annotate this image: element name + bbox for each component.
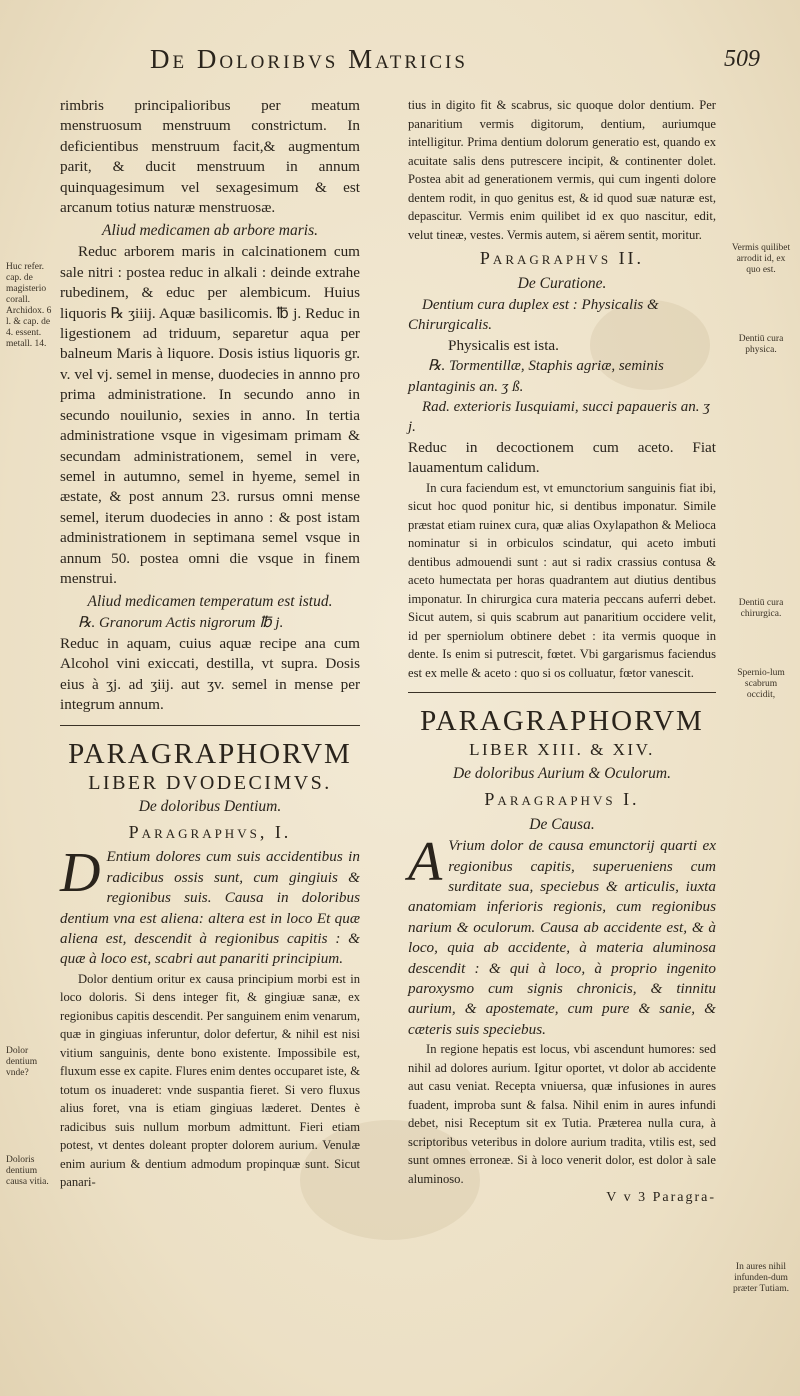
recipe-rx-1: ℞. Tormentillæ, Staphis agriæ, seminis plantaginis an. ʒ ß.: [408, 358, 664, 395]
right-paragraph-1: tius in digito fit & scabrus, sic quoque dolor dentium. Per panaritium vermis digitorum, dentium, auriumque intelligitur. Prima dentium dolorum generatio est, quando ex acuitate salis dens putrescere incipit, & continenter dolet. Postea abit ad generationem vermis, qui cum ingenti dolore dentem rodit, in quo genitus est, & id quod suæ naturæ est, depascitur. Vermis enim quilibet id ex quo nascitur, edit, velut tineæ, vestes. Vermis autem, si aërem sentit, moritur.: [408, 98, 716, 242]
recipe-2-text: Reduc in aquam, cuius aquæ recipe ana cum Alcohol vini exiccati, destilla, vt supra. Dosis eius à ʒj. ad ʒiij. aut ʒv. semel in mense per integrum annum.: [60, 634, 360, 713]
opener-text: Entium dolores cum suis accidentibus in radicibus ossis sunt, cum gingiuis & regionibus suis. Causa in doloribus dentium vna est aliena: altera est in loco Et quæ aliena est, descendit à regionibus capitis : & quæ à loco est, scabri aut panariti principium.: [60, 848, 360, 968]
margin-note: In aures nihil infunden-dum præter Tutiam.: [733, 1262, 789, 1294]
paragraph-heading: Paragraphvs I.: [484, 789, 640, 810]
chapter-opener: [60, 842, 360, 969]
book-title: PARAGRAPHORVM: [420, 705, 704, 738]
margin-note: Vermis quilibet arrodit id, ex quo est.: [731, 243, 791, 275]
recipe-2-title: Aliud medicamen temperatum est istud.: [87, 593, 333, 611]
signature-catchword: V v 3 Paragra-: [606, 1190, 716, 1206]
margin-note: Dolor dentium vnde?: [6, 1046, 38, 1078]
book-topic: De doloribus Aurium & Oculorum.: [452, 765, 671, 783]
running-title: De Doloribvs Matricis: [150, 44, 468, 74]
section-subtitle: De Causa.: [529, 816, 595, 834]
right-column: [408, 96, 716, 1206]
margin-note: Spernio-lum scabrum occidit,: [737, 668, 785, 700]
right-paragraph-3: Reduc in decoctionem cum aceto. Fiat lauamentum calidum.: [408, 438, 716, 477]
left-column: [60, 96, 360, 1192]
recipe-rx-2: Rad. exterioris Iusquiami, succi papaueris an. ʒ j.: [408, 399, 710, 436]
left-paragraph-2: Dolor dentium oritur ex causa principium morbi est in loco doloris. Si dens integer fit, & gingiuæ sanæ, ex regionibus capitis descendit. Per sanguinem enim venarum, quæ in gingiuas inferuntur, dolor defertur, & nihil est nisi vitium sanguinis, dente bono existente. Impossibile est, fluxum esse ex capite. Flures enim dentes occuparet iste, & totum os inuaderet: vnde suspantia fieret. Si vero fluxus alius foret, vna is etiam gingiuas læderet. Dentes è radicibus suis nullum morbum admittunt. Fieri etiam potest, vt dentes doleant propter dolorem aurium. Venulæ enim aurium & dentium admodum propinquæ sunt. Sicut panari-: [60, 971, 360, 1190]
margin-note: Dentiū cura chirurgica.: [738, 598, 784, 619]
drop-cap: A: [408, 831, 443, 894]
right-paragraph-5: In regione hepatis est locus, vbi ascendunt humores: sed nihil ad dolores aurium. Igitur oportet, vt dolor ab accidente aut casu veniat. Recepta vniuersa, quæ infusiones in aures fuadent, improba sunt & falsa. Nihil enim in aures infundi debet, nisi Receptum sit ex Tutia. Præterea nulla cura, à scriptoribus veteribus in dolore aurium tradita, vtilis est, sed sunt omnes erroneæ. Si à loco venerit dolor, est dolor à sale aluminoso.: [408, 1042, 716, 1186]
section-rule: [408, 692, 716, 693]
margin-note: Doloris dentium causa vitia.: [6, 1155, 49, 1187]
recipe-1-title: Aliud medicamen ab arbore maris.: [102, 222, 318, 240]
left-paragraph-1: rimbris principalioribus per meatum menstruosum menstruum constrictum. In deficientibus menstruum facit,& augmentum parit, & ducit menstruum in annum quinquagesimum vel sexagesimum & est arcanum totius naturæ menstruosæ.: [60, 97, 360, 217]
paragraph-heading: Paragraphvs II.: [479, 248, 645, 268]
book-title: PARAGRAPHORVM: [68, 738, 352, 771]
paragraph-heading: Paragraphvs, I.: [128, 822, 292, 843]
cure-intro: Dentium cura duplex est : Physicalis & Chirurgicalis.: [408, 297, 659, 334]
right-paragraph-4: In cura faciendum est, vt emunctorium sanguinis fiat ibi, sicut hoc quod ponitur hic, si dentibus imponatur. Simile præstat etiam ruinex cura, quæ alias Oxylapathon & Melioca nominatur si in orbiculos scindatur, qui aceto imbuti dentibus admouendi sunt : aut si radix crassius contusa & aceto humectata per horas quadrantem aut diutius dentibus imponatur. In chirurgica cura materia peccans auferri debet. Sicut autem, si quis scabrum aut panaritium occidere velit, id per sperniolum obtinere debet : ita vermis quoque in dente. Is enim si putrescit, fœtet. Vbi gargarismus faciendus est ex melle & aceto : quo si os colluatur, fœtor vanescit.: [408, 480, 716, 680]
recipe-1-text: Reduc arborem maris in calcinationem cum sale nitri : postea reduc in alkali : deinde extrahe rubedinem, & educ per alembicum. Huius liquoris ℞ ʒiiij. Aquæ basilicomis. ℔ j. Reduc in ligestionem ad triduum, separetur aqua per balneum Maris à liquore. Dosis istius liquoris gr. v. vel vj. semel in mense, duodecies in annno pro prima administratione. In secundo anno in secundo nouilunio, sexies in anno. In tertia administratione vsque in vigesimam primam & secundam administrationem, semel in vere, semel in autumno, semel in hyeme, semel in æstate, & post annum 23. rursus omni mense semel, iterum duodecies in anno : & post istam administrationem in septimana semel vsque in annum 50. postea omni die vsque in finem menstrui.: [60, 243, 360, 587]
page-number: 509: [724, 46, 760, 72]
book-subtitle: LIBER DVODECIMVS.: [88, 772, 332, 795]
recipe-2-rx: ℞. Granorum Actis nigrorum ℔ j.: [78, 615, 284, 632]
section-subtitle: De Curatione.: [517, 275, 607, 292]
book-subtitle: LIBER XIII. & XIV.: [469, 740, 655, 760]
drop-cap: D: [60, 842, 101, 905]
section-rule: [60, 725, 360, 726]
margin-note: Dentiū cura physica.: [738, 334, 784, 355]
book-topic: De doloribus Dentium.: [138, 798, 282, 816]
physical-cure: Physicalis est ista.: [448, 336, 559, 354]
chapter-opener: [408, 831, 716, 1040]
margin-note: Huc refer. cap. de magisterio corall. Archidox. 6 l. & cap. de 4. essent. metall. 14.: [6, 262, 52, 349]
opener-text: Vrium dolor de causa emunctorij quarti ex regionibus capitis, superueniens cum surditate sua, speciebus & articulis, iuxta anatomiam inferioris regionis, cum regionibus narium & oculorum. Causa ab accidente est, & à loco, quia ab accidente, à materia aluminosa descendit : & qui à loco, à proprio ingenito paroxysmo cum signis chronicis, & tinnitu aurium, & apostemate, cum pure & sanie, & cæteris suis speciebus.: [408, 837, 716, 1038]
running-head: [150, 44, 760, 84]
